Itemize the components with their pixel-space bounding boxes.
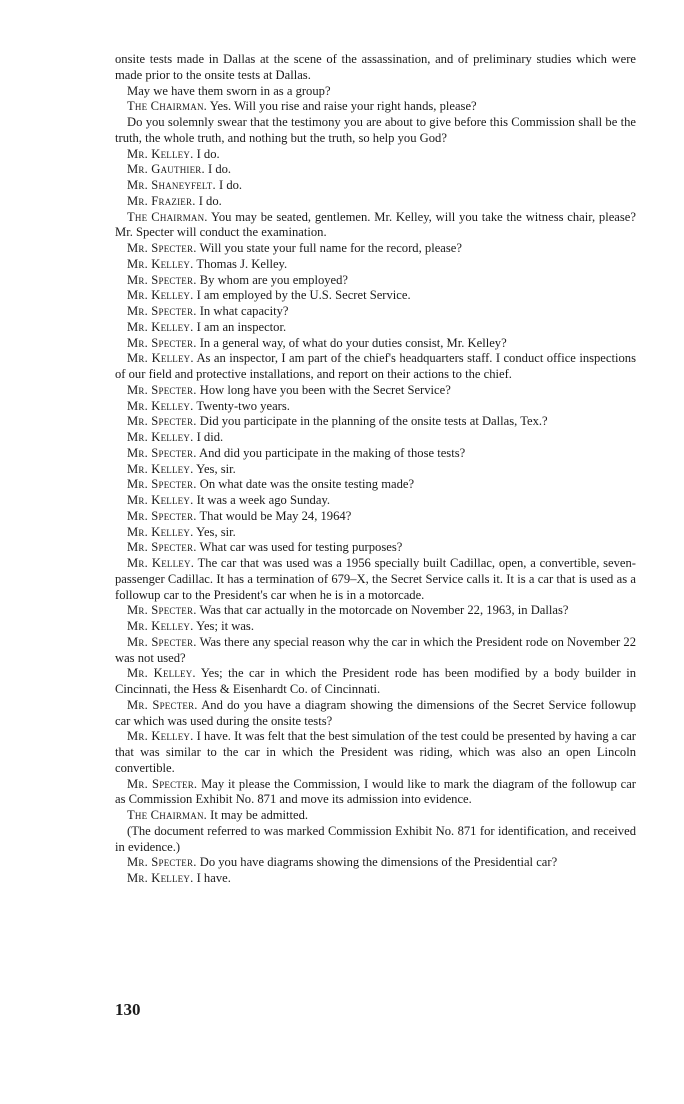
speaker-name: Mr. Specter. bbox=[127, 241, 197, 255]
speaker-name: Mr. Kelley. bbox=[127, 666, 196, 681]
transcript-paragraph bbox=[115, 525, 636, 541]
speaker-name: Mr. Kelley. bbox=[127, 319, 194, 334]
paragraph-text: As an inspector, I am part of the chief's headquarters staff. I conduct office inspections of our field and protective installations, and report on their actions to the chief. bbox=[115, 351, 636, 381]
paragraph-text: Thomas J. Kelley. bbox=[196, 256, 288, 271]
speaker-name: Mr. Kelley. bbox=[127, 461, 194, 476]
paragraph-text: How long have you been with the Secret Service? bbox=[199, 382, 451, 397]
transcript-paragraph bbox=[115, 729, 636, 776]
transcript-paragraph bbox=[115, 115, 636, 147]
transcript-paragraph bbox=[115, 635, 636, 667]
transcript-paragraph bbox=[115, 273, 636, 289]
paragraph-text: It was a week ago Sunday. bbox=[196, 493, 331, 507]
transcript-paragraph bbox=[115, 257, 636, 273]
speaker-name: Mr. Specter. bbox=[127, 335, 197, 350]
transcript-paragraph bbox=[115, 320, 636, 336]
speaker-name: Mr. Specter. bbox=[127, 272, 197, 287]
paragraph-text: I do. bbox=[218, 178, 243, 192]
paragraph-text: Twenty-two years. bbox=[196, 398, 290, 413]
paragraph-text: (The document referred to was marked Commission Exhibit No. 871 for identification, and received in evidence.) bbox=[115, 823, 636, 854]
transcript-paragraph bbox=[115, 462, 636, 478]
transcript-page bbox=[115, 52, 636, 887]
transcript-paragraph bbox=[115, 241, 636, 257]
transcript-paragraph bbox=[115, 855, 636, 871]
paragraph-text: I do. bbox=[196, 146, 220, 161]
paragraph-text: Yes. Will you rise and raise your right hands, please? bbox=[209, 99, 477, 114]
speaker-name: Mr. Specter. bbox=[127, 508, 197, 523]
speaker-name: The Chairman. bbox=[127, 209, 208, 224]
transcript-paragraph bbox=[115, 493, 636, 509]
speaker-name: Mr. Kelley. bbox=[127, 256, 194, 271]
paragraph-text: In what capacity? bbox=[199, 304, 289, 318]
speaker-name: Mr. Specter. bbox=[127, 776, 198, 791]
transcript-paragraph bbox=[115, 178, 636, 194]
transcript-paragraph bbox=[115, 336, 636, 352]
paragraph-text: The car that was used was a 1956 specially built Cadillac, open, a convertible, seven-passenger Cadillac. It has a termination of 679–X, the Secret Service calls it. It is a car that is used as a followup car to the President's car when he is in a motorcade. bbox=[115, 556, 636, 602]
transcript-paragraph bbox=[115, 477, 636, 493]
transcript-paragraph bbox=[115, 824, 636, 856]
paragraph-text: You may be seated, gentlemen. Mr. Kelley, will you take the witness chair, please? Mr. Specter will conduct the examination. bbox=[115, 209, 636, 240]
transcript-paragraph bbox=[115, 194, 636, 210]
speaker-name: Mr. Specter. bbox=[127, 855, 197, 870]
transcript-paragraph bbox=[115, 619, 636, 635]
speaker-name: Mr. Specter. bbox=[127, 445, 197, 460]
paragraph-text: I have. It was felt that the best simulation of the test could be presented by having a car that was similar to the car in which the President was riding, which was also an open Lincoln convertible. bbox=[115, 729, 636, 775]
paragraph-text: That would be May 24, 1964? bbox=[199, 508, 352, 523]
speaker-name: Mr. Kelley. bbox=[127, 398, 194, 413]
paragraph-text: I am employed by the U.S. Secret Service. bbox=[196, 288, 411, 303]
speaker-name: Mr. Kelley. bbox=[127, 493, 194, 507]
transcript-paragraph bbox=[115, 210, 636, 242]
speaker-name: Mr. Specter. bbox=[127, 414, 197, 429]
page-number: 130 bbox=[115, 1000, 141, 1019]
paragraph-text: Will you state your full name for the record, please? bbox=[199, 241, 462, 255]
transcript-paragraph bbox=[115, 99, 636, 115]
speaker-name: Mr. Specter. bbox=[127, 382, 197, 397]
transcript-paragraph bbox=[115, 698, 636, 730]
speaker-name: Mr. Specter. bbox=[127, 304, 197, 318]
transcript-paragraph bbox=[115, 84, 636, 100]
transcript-paragraph bbox=[115, 147, 636, 163]
transcript-paragraph bbox=[115, 304, 636, 320]
speaker-name: Mr. Gauthier. bbox=[127, 162, 205, 177]
paragraph-text: Did you participate in the planning of the onsite tests at Dallas, Tex.? bbox=[199, 414, 548, 429]
transcript-paragraph bbox=[115, 509, 636, 525]
paragraph-text: Yes, sir. bbox=[196, 461, 236, 476]
speaker-name: The Chairman. bbox=[127, 99, 207, 114]
transcript-paragraph bbox=[115, 556, 636, 603]
transcript-paragraph bbox=[115, 383, 636, 399]
paragraph-text: In a general way, of what do your duties consist, Mr. Kelley? bbox=[199, 335, 507, 350]
paragraph-text: Do you solemnly swear that the testimony you are about to give before this Commission shall be the truth, the whole truth, and nothing but the truth, so help you God? bbox=[115, 115, 636, 145]
transcript-paragraph bbox=[115, 162, 636, 178]
speaker-name: Mr. Specter. bbox=[127, 540, 197, 555]
paragraph-text: I did. bbox=[196, 430, 224, 444]
speaker-name: Mr. Kelley. bbox=[127, 619, 194, 633]
speaker-name: Mr. Specter. bbox=[127, 603, 197, 618]
speaker-name: Mr. Kelley. bbox=[127, 556, 195, 570]
speaker-name: Mr. Kelley. bbox=[127, 729, 194, 744]
paragraph-text: By whom are you employed? bbox=[199, 272, 349, 287]
paragraph-text: Was that car actually in the motorcade on November 22, 1963, in Dallas? bbox=[199, 603, 569, 618]
transcript-paragraph bbox=[115, 871, 636, 887]
transcript-paragraph bbox=[115, 414, 636, 430]
transcript-paragraph bbox=[115, 666, 636, 698]
paragraph-text: Was there any special reason why the car in which the President rode on November 22 was not used? bbox=[115, 634, 637, 665]
paragraph-text: Yes; the car in which the President rode has been modified by a body builder in Cincinnati, the Hess & Eisenhardt Co. of Cincinnati. bbox=[115, 666, 637, 696]
transcript-paragraph bbox=[115, 808, 636, 824]
paragraph-text: And did you participate in the making of those tests? bbox=[199, 445, 466, 460]
speaker-name: Mr. Kelley. bbox=[127, 524, 194, 539]
transcript-paragraph bbox=[115, 288, 636, 304]
transcript-paragraph bbox=[115, 351, 636, 383]
speaker-name: Mr. Kelley. bbox=[127, 351, 194, 366]
speaker-name: Mr. Shaneyfelt. bbox=[127, 178, 216, 192]
speaker-name: Mr. Specter. bbox=[127, 697, 198, 712]
speaker-name: The Chairman. bbox=[127, 808, 207, 822]
paragraph-text: May it please the Commission, I would like to mark the diagram of the followup car as Commission Exhibit No. 871 and move its admission into evidence. bbox=[115, 776, 636, 807]
speaker-name: Mr. Kelley. bbox=[127, 288, 194, 303]
transcript-paragraph bbox=[115, 399, 636, 415]
transcript-paragraph bbox=[115, 446, 636, 462]
transcript-paragraph bbox=[115, 52, 636, 84]
speaker-name: Mr. Kelley. bbox=[127, 430, 194, 444]
speaker-name: Mr. Specter. bbox=[127, 477, 197, 492]
paragraph-text: And do you have a diagram showing the dimensions of the Secret Service followup car which was used during the onsite tests? bbox=[115, 697, 636, 728]
speaker-name: Mr. Specter. bbox=[127, 634, 197, 649]
speaker-name: Mr. Frazier. bbox=[127, 193, 196, 208]
paragraph-text: Yes; it was. bbox=[196, 619, 254, 633]
speaker-name: Mr. Kelley. bbox=[127, 871, 194, 885]
paragraph-text: I am an inspector. bbox=[196, 319, 287, 334]
paragraph-text: I do. bbox=[208, 162, 232, 177]
paragraph-text: I have. bbox=[196, 871, 231, 885]
paragraph-text: Do you have diagrams showing the dimensions of the Presidential car? bbox=[199, 855, 558, 870]
paragraph-text: onsite tests made in Dallas at the scene of the assassination, and of preliminary studies which were made prior to the onsite tests at Dallas. bbox=[115, 52, 636, 82]
transcript-paragraph bbox=[115, 603, 636, 619]
speaker-name: Mr. Kelley. bbox=[127, 146, 194, 161]
paragraph-text: What car was used for testing purposes? bbox=[199, 540, 403, 555]
paragraph-text: On what date was the onsite testing made? bbox=[199, 477, 415, 492]
paragraph-text: It may be admitted. bbox=[210, 808, 309, 822]
transcript-paragraph bbox=[115, 777, 636, 809]
paragraph-text: May we have them sworn in as a group? bbox=[127, 83, 331, 98]
transcript-paragraph bbox=[115, 430, 636, 446]
paragraph-text: I do. bbox=[198, 193, 222, 208]
paragraph-text: Yes, sir. bbox=[196, 524, 236, 539]
transcript-paragraph bbox=[115, 540, 636, 556]
